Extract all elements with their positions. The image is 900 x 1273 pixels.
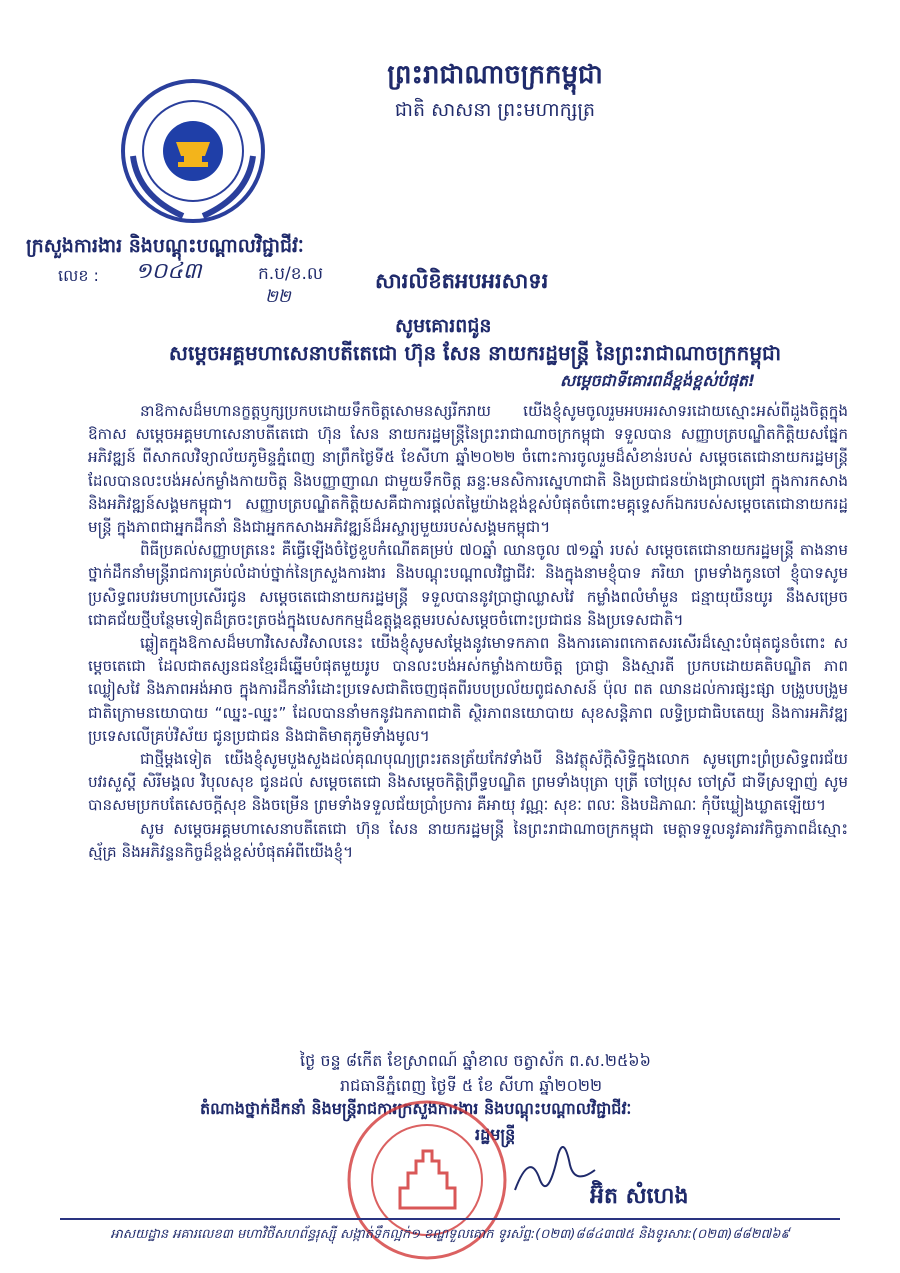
signer-name: អ៊ិត សំហេង	[590, 1184, 689, 1209]
body-paragraph: សូម សម្តេចអគ្គមហាសេនាបតីតេជោ ហ៊ុន សែន នាយករដ្ឋមន្ត្រី នៃព្រះរាជាណាចក្រកម្ពុជា មេត្តាទទួលនូវគារវកិច្ចភាពដ៏ស្មោះស្ម័គ្រ និងអភិវន្ទនកិច្ចដ៏ខ្ពង់ខ្ពស់បំផុតអំពីយើងខ្ញុំ។	[88, 819, 848, 861]
national-motto: ជាតិ សាសនា ព្រះមហាក្សត្រ	[394, 99, 596, 121]
salutation-line: សម្តេចជាទីគោរពដ៏ខ្ពង់ខ្ពស់បំផុត!	[560, 371, 756, 390]
reference-label: លេខ :	[58, 266, 99, 285]
footer-divider	[60, 1218, 840, 1220]
reference-suffix: ក.ប/ខ.ល	[258, 264, 324, 284]
reference-number: ១០៤៣	[135, 259, 202, 284]
letter-body	[88, 400, 848, 864]
body-paragraph: នាឱកាសដ៏មហានក្ខត្តឫក្សប្រកបដោយទឹកចិត្តសោមនស្សរីករាយ យើងខ្ញុំសូមចូលរួមអបអរសាទរដោយស្មោះអស់ពីដួងចិត្តក្នុងឱកាស សម្តេចអគ្គមហាសេនាបតីតេជោ ហ៊ុន សែន នាយករដ្ឋមន្ត្រីនៃព្រះរាជាណាចក្រកម្ពុជា ទទួលបាន សញ្ញាបត្របណ្ឌិតកិត្តិយសផ្នែកអភិវឌ្ឍន៍ ពីសាកលវិទ្យាល័យភូមិន្ទភ្នំពេញ នាព្រឹកថ្ងៃទី៥ ខែសីហា ឆ្នាំ២០២២ ចំពោះការចូលរួមដ៏សំខាន់របស់ សម្តេចតេជោនាយករដ្ឋមន្ត្រី ដែលបានលះបង់អស់កម្លាំងកាយចិត្ត និងបញ្ញាញាណ ជាមួយទឹកចិត្ត ឆន្ទៈមនសិការស្នេហាជាតិ និងប្រជាជនយ៉ាងជ្រាលជ្រៅ ក្នុងការកសាង និងអភិវឌ្ឍន៍សង្គមកម្ពុជា។ សញ្ញាបត្របណ្ឌិតកិត្តិយសគឺជាការផ្តល់តម្លៃយ៉ាងខ្ពង់ខ្ពស់បំផុតចំពោះមគ្គុទ្ទេសក៍ឯករបស់សម្តេចតេជោនាយករដ្ឋមន្ត្រី ក្នុងភាពជាអ្នកដឹកនាំ និងជាអ្នកកសាងអភិវឌ្ឍន៍ដ៏អស្ចារ្យមួយរបស់សង្គមកម្ពុជា។	[88, 402, 848, 537]
kingdom-title: ព្រះរាជាណាចក្រកម្ពុជា	[387, 60, 603, 90]
signer-title: តំណាងថ្នាក់ដឹកនាំ និងមន្ត្រីរាជការក្រសួងការងារ និងបណ្តុះបណ្តាលវិជ្ជាជីវៈ	[200, 1099, 632, 1118]
signature-icon	[510, 1130, 600, 1210]
body-paragraph: ឆ្លៀតក្នុងឱកាសដ៏មហាវិសេសវិសាលនេះ យើងខ្ញុំសូមសម្តែងនូវមោទកភាព និងការគោរពកោតសរសើរដ៏ស្មោះបំផុតជូនចំពោះ សម្តេចតេជោ ដែលជាតស្សនជនខ្មែរដ៏ឆ្នើមបំផុតមួយរូប បានលះបង់អស់កម្លាំងកាយចិត្ត ប្រាជ្ញា និងស្មារតី ប្រកបដោយគតិបណ្ឌិត ភាពឈ្លៀសវៃ និងភាពអង់អាច ក្នុងការដឹកនាំរំដោះប្រទេសជាតិចេញផុតពីរបបប្រល័យពូជសាសន៍ ប៉ុល ពត ឈានដល់ការផ្សះផ្សា បង្រួបបង្រួមជាតិក្រោមនយោបាយ “ឈ្នះ-ឈ្នះ” ដែលបាននាំមកនូវឯកភាពជាតិ ស្ថិរភាពនយោបាយ សុខសន្តិភាព លទ្ធិប្រជាធិបតេយ្យ និងការអភិវឌ្ឍប្រទេសលើគ្រប់វិស័យ ជូនប្រជាជន និងជាតិមាតុភូមិទាំងមូល។	[88, 634, 848, 745]
solar-date: រាជធានីភ្នំពេញ ថ្ងៃទី ៥ ខែ សីហា ឆ្នាំ២០២២	[340, 1076, 603, 1095]
respect-line: សូមគោរពជូន	[395, 315, 492, 337]
footer-address: អាសយដ្ឋាន អគារលេខ៣ មហាវិថីសហព័ន្ធរុស្ស៊ី សង្កាត់ទឹកល្អក់១ ខណ្ឌទួលគោក ទូរស័ព្ទ:(០២៣)៨៨៤៣៧៥ និងទូរសារ:(០២៣)៨៨២៧៦៩	[110, 1227, 790, 1242]
body-paragraph: ជាថ្មីម្តងទៀត យើងខ្ញុំសូមបួងសួងដល់គុណបុណ្យព្រះរតនត្រ័យកែវទាំងបី និងវត្ថុស័ក្តិសិទ្ធិក្នុងលោក សូមព្រោះព្រំប្រសិទ្ធពរជ័យ បវរសួស្តី សិរីមង្គល វិបុលសុខ ជូនដល់ សម្តេចតេជោ និងសម្តេចកិត្តិព្រឹទ្ធបណ្ឌិត ព្រមទាំងបុត្រា បុត្រី ចៅប្រុស ចៅស្រី ជាទីស្រឡាញ់ សូមបានសមប្រកបតែសេចក្តីសុខ និងចម្រើន ព្រមទាំងទទួលជ័យប្រាំប្រការ គឺអាយុ វណ្ណៈ សុខៈ ពលៈ និងបដិភាណៈ កុំបីឃ្លៀងឃ្លាតឡើយ។	[88, 750, 848, 815]
signer-role: រដ្ឋមន្ត្រី	[475, 1125, 516, 1144]
letter-type-heading: សារលិខិតអបអរសាទរ	[375, 269, 549, 293]
body-paragraph: ពិធីប្រគល់សញ្ញាបត្រនេះ គឺធ្វើឡើងចំថ្ងៃខួបកំណើតគម្រប់ ៧០ឆ្នាំ ឈានចូល ៧១ឆ្នាំ របស់ សម្តេចតេជោនាយករដ្ឋមន្ត្រី តាងនាមថ្នាក់ដឹកនាំមន្ត្រីរាជការគ្រប់លំដាប់ថ្នាក់នៃក្រសួងការងារ និងបណ្តុះបណ្តាលវិជ្ជាជីវៈ និងក្នុងនាមខ្ញុំបាទ ភរិយា ព្រមទាំងកូនចៅ ខ្ញុំបាទសូមប្រសិទ្ធពរបវរមហាប្រសើរជូន សម្តេចតេជោនាយករដ្ឋមន្ត្រី ទទួលបាននូវប្រាជ្ញាឈ្លាសវៃ កម្លាំងពលំមាំមួន ជន្មាយុយឺនយូរ នឹងសម្រេចជោគជ័យថ្មីបន្ថែមទៀតដ៏ត្រចះត្រចង់ក្នុងបេសកកម្មដ៏ឧត្តុង្គឧត្តមរបស់សម្តេចចំពោះប្រជាជន និងប្រទេសជាតិ។	[88, 541, 848, 629]
ministry-logo	[118, 76, 268, 226]
ministry-name: ក្រសួងការងារ និងបណ្តុះបណ្តាលវិជ្ជាជីវៈ	[26, 235, 304, 257]
lunar-date: ថ្ងៃ ចន្ទ ៨កើត ខែស្រាពណ៍ ឆ្នាំខាល ចត្វាស័ក ព.ស.២៥៦៦	[300, 1051, 651, 1070]
recipient-line: សម្តេចអគ្គមហាសេនាបតីតេជោ ហ៊ុន សែន នាយករដ្ឋមន្ត្រី នៃព្រះរាជាណាចក្រកម្ពុជា	[168, 341, 782, 365]
reference-year: ២២	[265, 287, 291, 307]
